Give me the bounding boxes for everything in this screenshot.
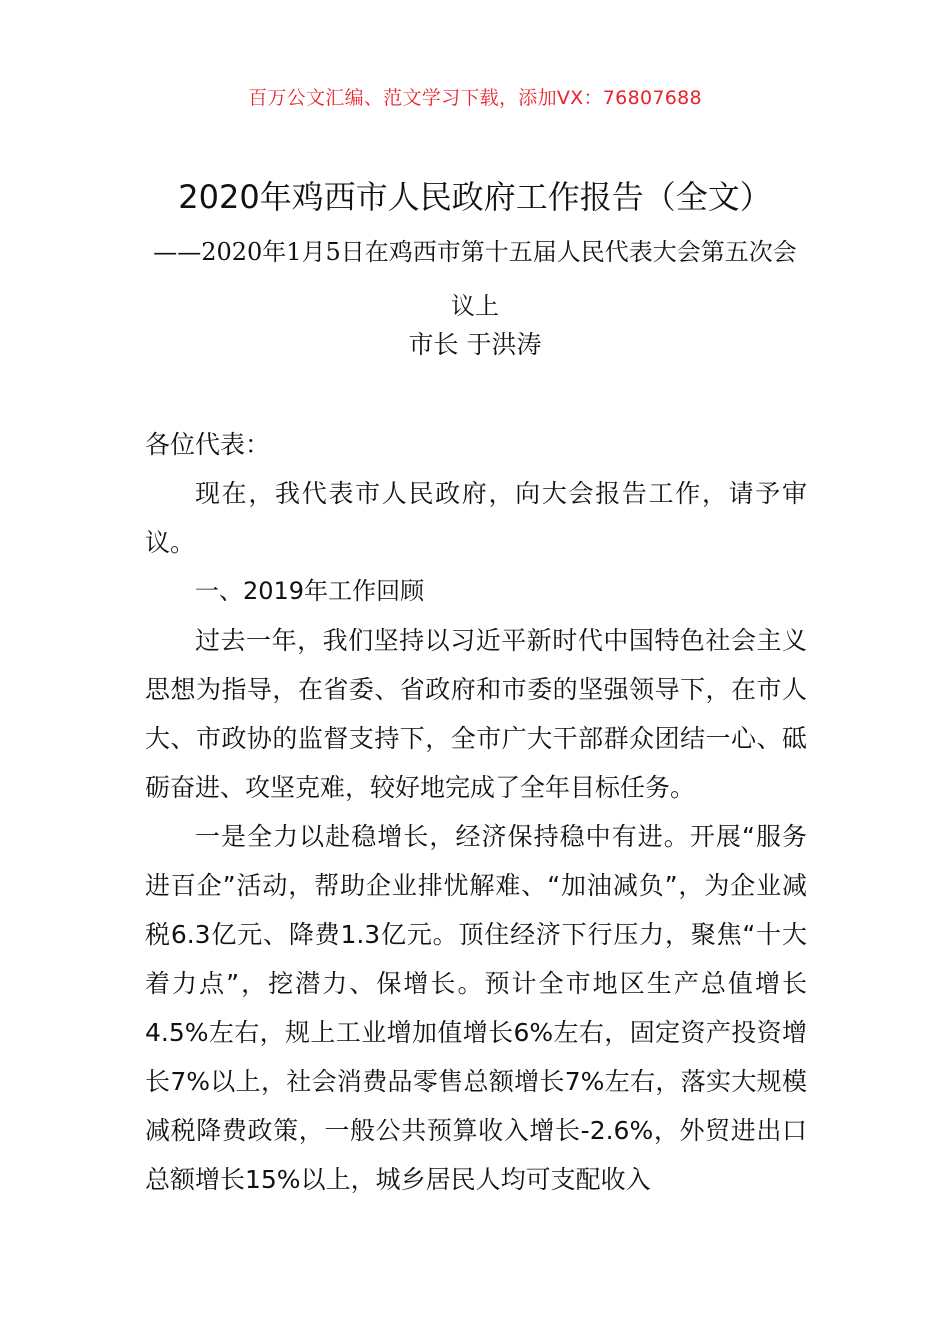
document-subtitle: ——2020年1月5日在鸡西市第十五届人民代表大会第五次会议上: [153, 238, 797, 320]
document-title: 2020年鸡西市人民政府工作报告（全文）: [178, 178, 772, 216]
document-author: 市长 于洪涛: [408, 330, 542, 359]
paragraph-review: 过去一年，我们坚持以习近平新时代中国特色社会主义思想为指导，在省委、省政府和市委的坚强领导下，在市人大、市政协的监督支持下，全市广大干部群众团结一心、砥砺奋进、攻坚克难，较好地完成了全年目标任务。: [145, 626, 807, 802]
salutation: 各位代表：: [145, 430, 271, 459]
paragraph-economy: 一是全力以赴稳增长，经济保持稳中有进。开展“服务进百企”活动，帮助企业排忧解难、“加油减负”，为企业减税6.3亿元、降费1.3亿元。顶住经济下行压力，聚焦“十大着力点”，挖潜力、保增长。预计全市地区生产总值增长4.5%左右，规上工业增加值增长6%左右，固定资产投资增长7%以上，社会消费品零售总额增长7%左右，落实大规模减税降费政策，一般公共预算收入增长-2.6%，外贸进出口总额增长15%以上，城乡居民人均可支配收入: [145, 822, 807, 1194]
document-body: [145, 420, 807, 1204]
paragraph-intro: 现在，我代表市人民政府，向大会报告工作，请予审议。: [145, 479, 807, 557]
watermark-text: 百万公文汇编、范文学习下载，添加VX：76807688: [248, 87, 702, 109]
section-heading: 一、2019年工作回顾: [195, 577, 425, 605]
